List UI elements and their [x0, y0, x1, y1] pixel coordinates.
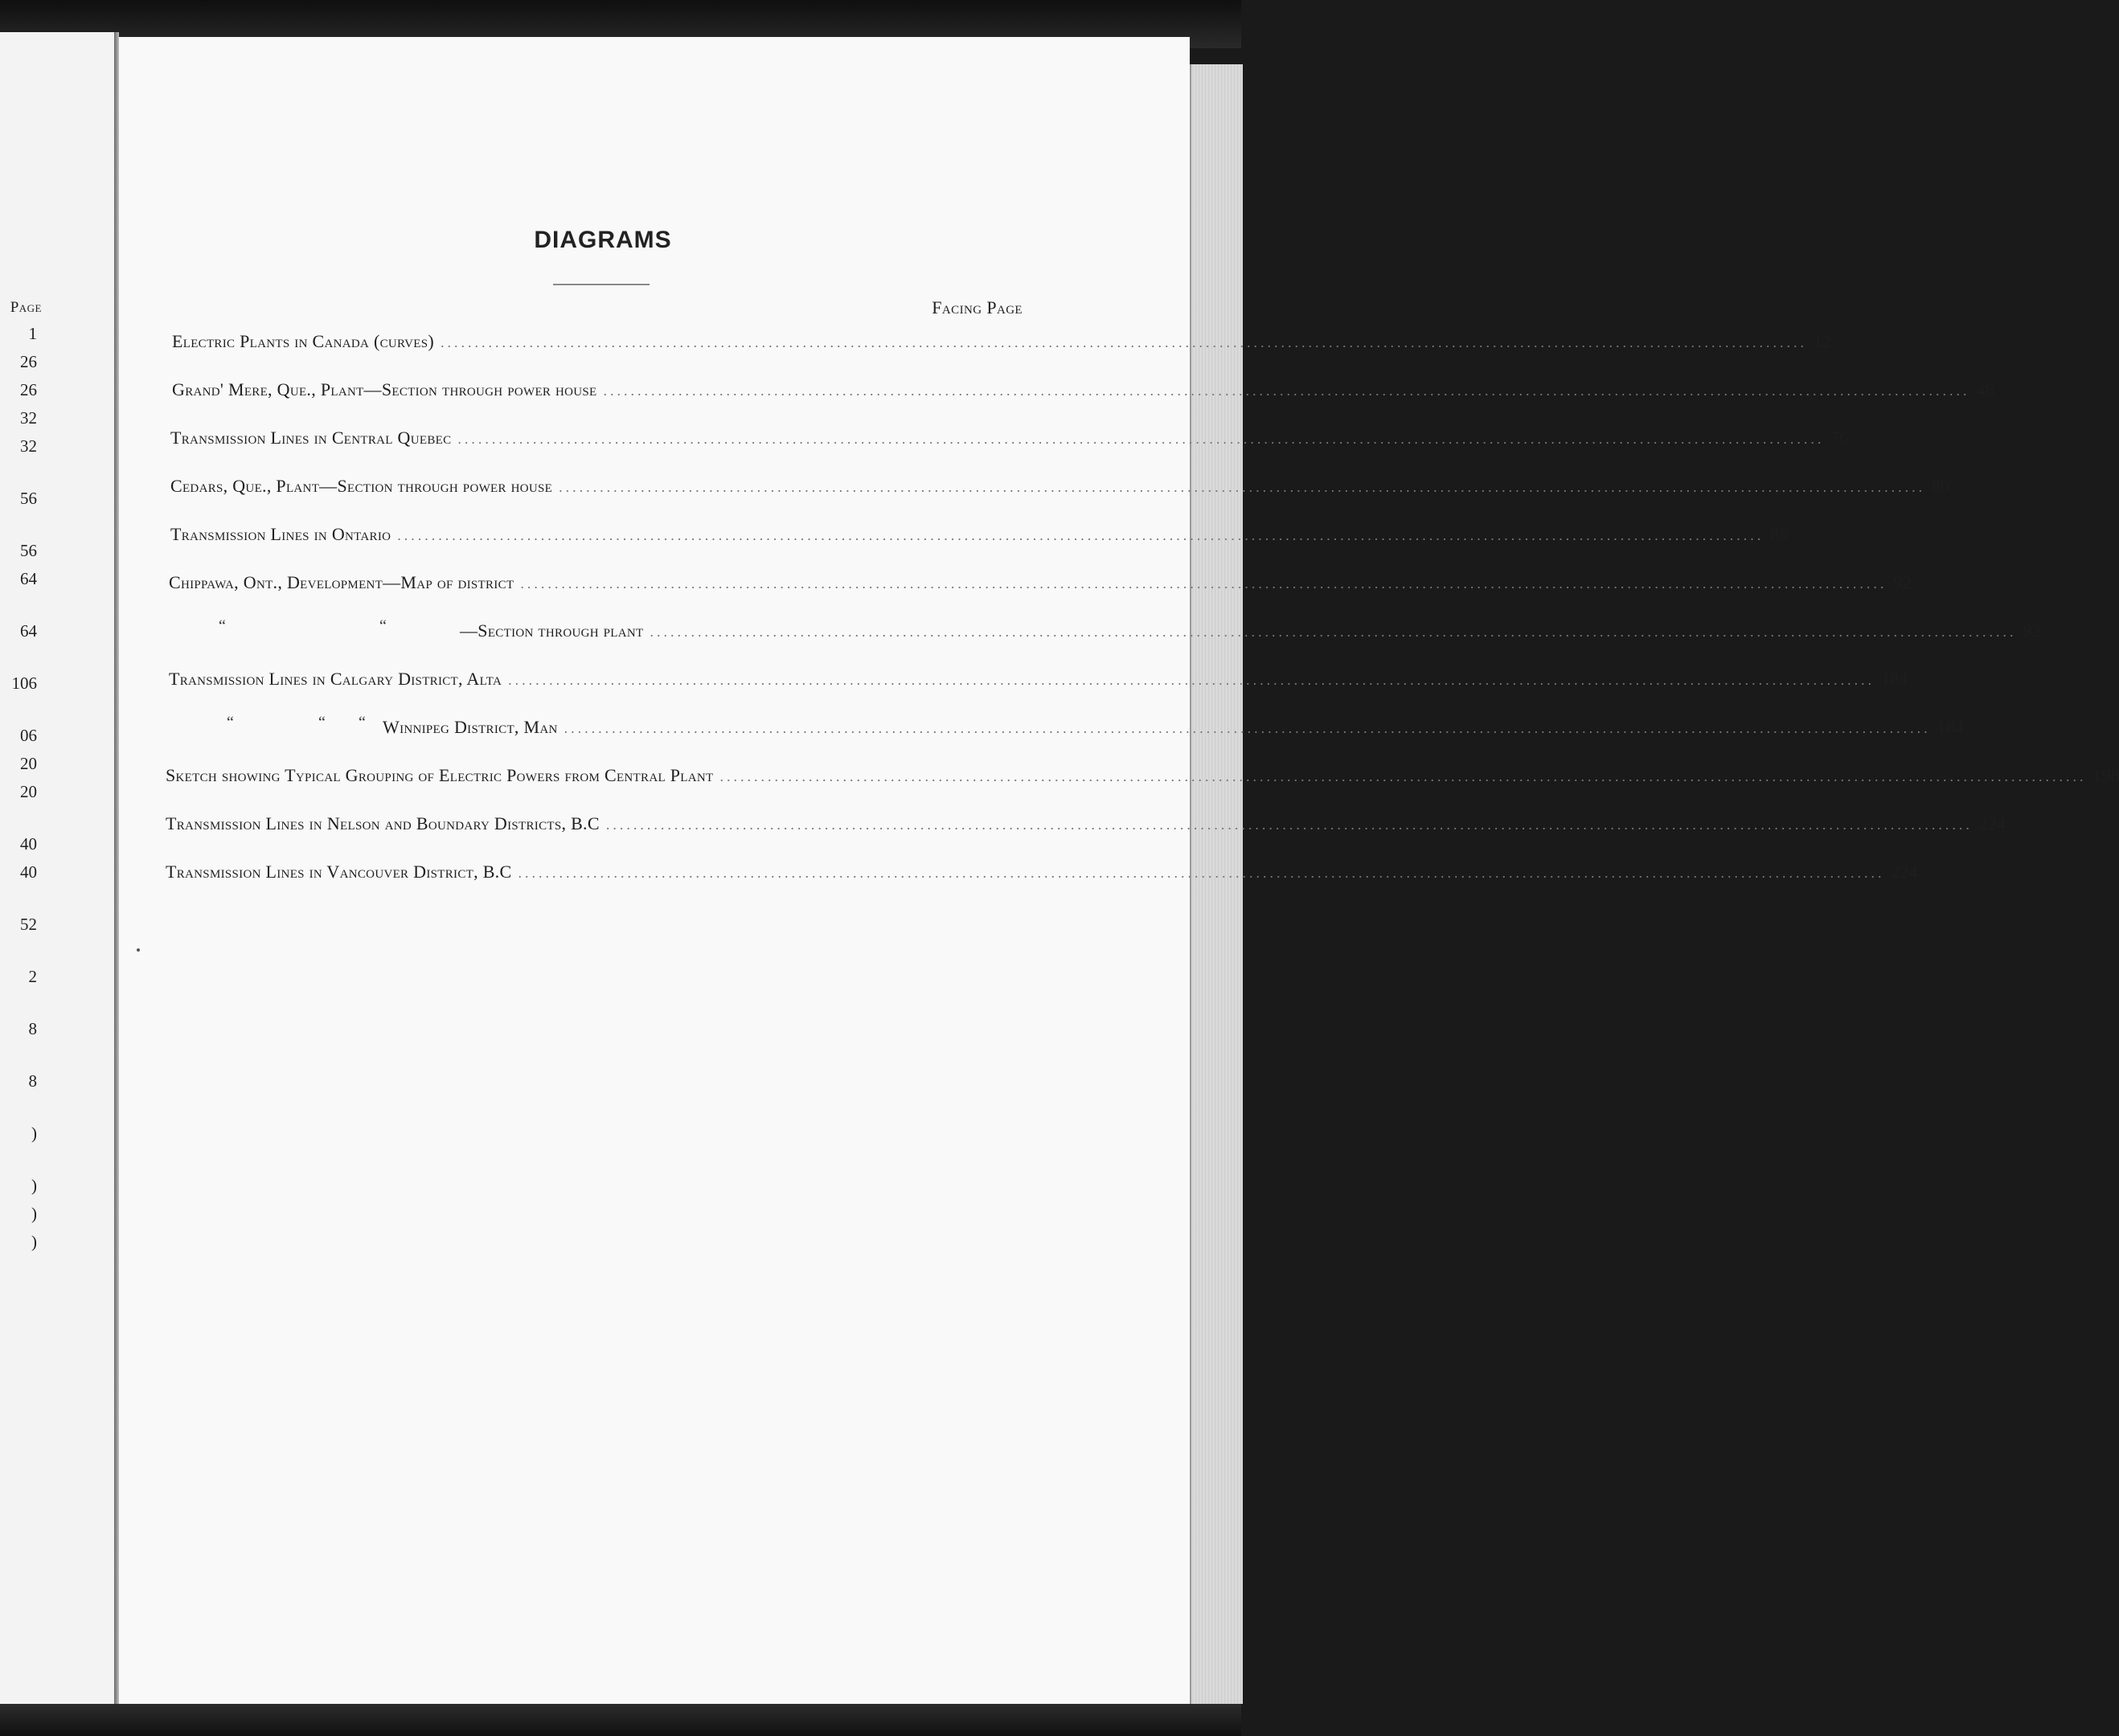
toc-page-number: 198: [2092, 765, 2119, 785]
left-page-number: 32: [20, 436, 37, 456]
leader-dots: ........................................................................................................................................................................................................: [564, 720, 1931, 736]
toc-row: [172, 379, 1994, 405]
left-page-number: ): [31, 1204, 37, 1223]
toc-row: [170, 524, 1789, 550]
toc-entry-label: Cedars, Que., Plant—Section through power house: [170, 476, 553, 496]
left-page-number: ): [31, 1232, 37, 1251]
left-page-number: 8: [28, 1019, 37, 1038]
left-page-number: 56: [20, 541, 37, 560]
toc-page-number: 12: [1814, 331, 1831, 351]
leader-dots: ........................................................................................................................................................................................................: [520, 575, 1887, 592]
left-page-number: ): [31, 1176, 37, 1195]
toc-row: [170, 428, 1849, 453]
toc-entry-label: —Section through plant: [460, 620, 644, 641]
ditto-mark: “: [227, 714, 234, 731]
toc-page-number: 92: [1893, 572, 1912, 592]
leader-dots: ........................................................................................................................................................................................................: [508, 672, 1875, 688]
left-page-number: 40: [20, 862, 37, 882]
toc-row: [169, 572, 1912, 598]
toc-entry-label: Sketch showing Typical Grouping of Electric Powers from Central Plant: [166, 765, 714, 785]
leader-dots: ........................................................................................................................................................................................................: [559, 479, 1926, 495]
title-rule: [553, 284, 650, 285]
bottom-shadow: [0, 1704, 1241, 1736]
toc-row: [166, 862, 1918, 887]
toc-row: [166, 765, 2119, 791]
left-page-number: 64: [20, 569, 37, 588]
left-page-number: 20: [20, 782, 37, 801]
toc-entry-label: Transmission Lines in Vancouver District, B.C: [166, 862, 512, 882]
toc-row: [169, 669, 1908, 694]
toc-row: [166, 813, 2006, 839]
toc-page-number: 184: [1937, 717, 1964, 737]
left-page-number: 20: [20, 754, 37, 773]
leader-dots: ........................................................................................................................................................................................................: [603, 383, 1970, 399]
toc-entry-label: Winnipeg District, Man: [383, 717, 558, 737]
leader-dots: ........................................................................................................................................................................................................: [650, 624, 2017, 640]
toc-row: [172, 331, 1831, 357]
toc-page-number: 80: [1932, 476, 1950, 496]
left-page-number: 2: [28, 967, 37, 986]
toc-row: [460, 620, 2041, 646]
left-page-number: ): [31, 1124, 37, 1143]
toc-page-number: 88: [1770, 524, 1789, 544]
toc-entry-label: Transmission Lines in Nelson and Boundary Districts, B.C: [166, 813, 600, 833]
page-edges: [1190, 64, 1243, 1704]
toc-entry-label: Grand' Mere, Que., Plant—Section through power house: [172, 379, 597, 399]
leader-dots: ........................................................................................................................................................................................................: [441, 334, 1807, 350]
column-header: Facing Page: [932, 297, 1023, 317]
toc-page-number: 184: [1881, 669, 1908, 689]
toc-row: [170, 476, 1950, 502]
toc-page-number: 224: [1978, 813, 2006, 833]
toc-row: [383, 717, 1964, 743]
leader-dots: ........................................................................................................................................................................................................: [457, 431, 1825, 447]
page-title: DIAGRAMS: [534, 227, 672, 253]
toc-entry-label: Transmission Lines in Central Quebec: [170, 428, 452, 448]
left-page-number: 1: [28, 324, 37, 343]
left-page-header: Page: [10, 299, 42, 316]
toc-page-number: 92: [2023, 620, 2041, 641]
toc-entry-label: Chippawa, Ont., Development—Map of district: [169, 572, 514, 592]
toc-page-number: 46: [1976, 379, 1994, 399]
ditto-mark: “: [359, 714, 366, 731]
left-page-number: 106: [11, 674, 37, 693]
left-page-number: 26: [20, 352, 37, 371]
ditto-mark: “: [379, 617, 387, 635]
left-page-number: 26: [20, 380, 37, 399]
toc-entry-label: Transmission Lines in Ontario: [170, 524, 391, 544]
left-page-number: 40: [20, 834, 37, 854]
left-page-number: 56: [20, 489, 37, 508]
scan-speck: [137, 948, 140, 952]
leader-dots: ........................................................................................................................................................................................................: [605, 817, 1973, 833]
leader-dots: ........................................................................................................................................................................................................: [397, 527, 1764, 543]
leader-dots: ........................................................................................................................................................................................................: [518, 865, 1885, 881]
left-page-number: 32: [20, 408, 37, 428]
toc-page-number: 224: [1891, 862, 1918, 882]
leader-dots: ........................................................................................................................................................................................................: [719, 768, 2087, 784]
toc-entry-label: Transmission Lines in Calgary District, Alta: [169, 669, 502, 689]
left-page-number: 52: [20, 915, 37, 934]
toc-entry-label: Electric Plants in Canada (curves): [172, 331, 434, 351]
left-page-number: 8: [28, 1071, 37, 1091]
left-page-number: 06: [20, 726, 37, 745]
left-page-number: 64: [20, 621, 37, 641]
toc-page-number: 76: [1830, 428, 1849, 448]
ditto-mark: “: [318, 714, 326, 731]
ditto-mark: “: [219, 617, 226, 635]
